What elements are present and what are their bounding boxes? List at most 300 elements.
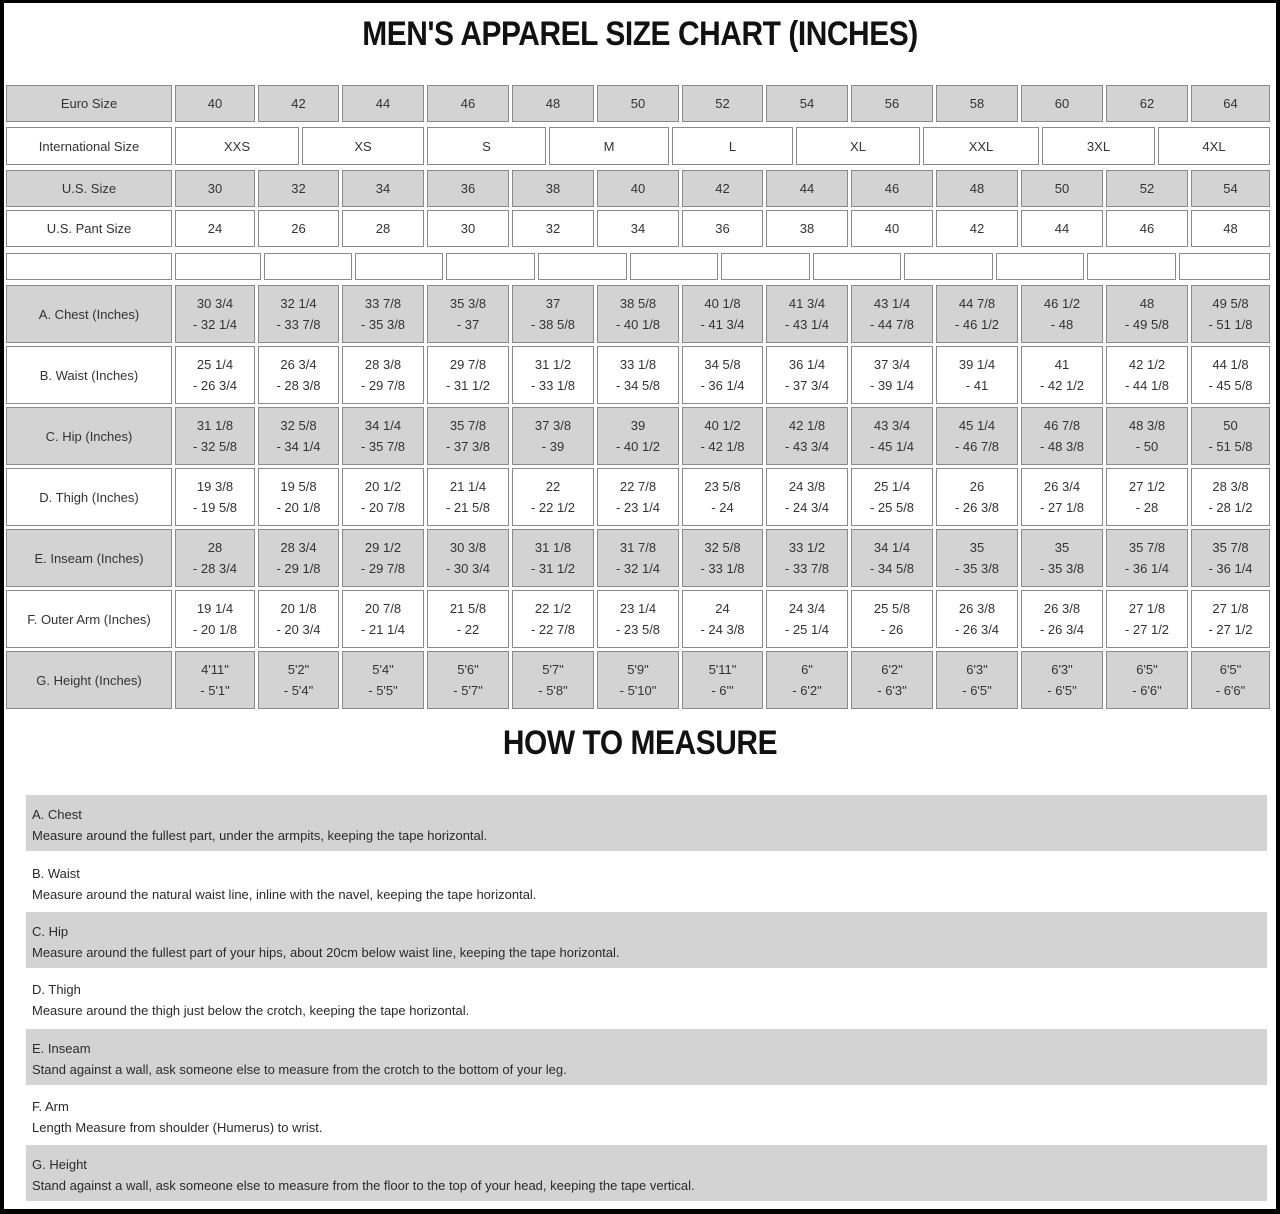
euro-cell-text: 58 — [969, 96, 985, 111]
pant-cell-text: 30 — [460, 221, 476, 236]
measurement-cell-text: 48 - 49 5/8 — [1124, 296, 1170, 332]
measurement-cell — [1106, 407, 1188, 465]
measurement-cell — [682, 468, 763, 526]
intl-cell-text: XXS — [223, 138, 250, 154]
measurement-cell-text: 42 1/2 - 44 1/8 — [1124, 357, 1170, 393]
intl-cell-text: XS — [354, 138, 372, 154]
measurement-cell — [936, 407, 1018, 465]
measurement-row-label — [6, 285, 172, 343]
measurement-cell — [1021, 590, 1103, 648]
measurement-cell — [1106, 529, 1188, 587]
us-label — [6, 170, 172, 207]
blank-cell — [904, 253, 993, 280]
measurement-row-label — [6, 590, 172, 648]
measurement-cell — [1106, 468, 1188, 526]
measurement-cell-text: 6" - 6'2" — [792, 662, 822, 698]
measurement-cell — [258, 407, 339, 465]
measure-item-name: D. Thigh — [32, 982, 81, 997]
measurement-row-label-text: E. Inseam (Inches) — [34, 550, 144, 566]
measurement-cell-text: 33 1/2 - 33 7/8 — [784, 540, 830, 576]
euro-cell-text: 64 — [1223, 96, 1238, 111]
measurement-cell-text: 43 3/4 - 45 1/4 — [869, 418, 915, 454]
measurement-cell-text: 5'11" - 6'" — [708, 662, 737, 698]
measurement-cell-text: 22 - 22 1/2 — [530, 479, 576, 515]
euro-cell — [1191, 85, 1270, 122]
measurement-cell — [597, 407, 679, 465]
measure-item-name: C. Hip — [32, 924, 69, 939]
euro-cell — [512, 85, 594, 122]
euro-cell-text: 50 — [630, 96, 646, 111]
euro-cell — [1021, 85, 1103, 122]
measurement-cell-text: 42 1/8 - 43 3/4 — [784, 418, 830, 454]
measurement-cell — [682, 285, 763, 343]
us-cell — [597, 170, 679, 207]
measurement-row-label — [6, 651, 172, 709]
us-cell-text: 32 — [291, 181, 306, 196]
measurement-cell-text: 35 7/8 - 36 1/4 — [1208, 540, 1253, 576]
blank-label — [6, 253, 172, 280]
measurement-row-label — [6, 529, 172, 587]
measurement-cell — [512, 346, 594, 404]
measurement-cell — [175, 651, 255, 709]
intl-cell — [175, 127, 299, 165]
measurement-cell — [936, 285, 1018, 343]
measure-item — [26, 1145, 1267, 1201]
measurement-cell — [175, 346, 255, 404]
measurement-cell-text: 25 1/4 - 26 3/4 — [192, 357, 238, 393]
pant-label — [6, 210, 172, 247]
intl-cell — [923, 127, 1039, 165]
measurement-cell-text: 46 7/8 - 48 3/8 — [1039, 418, 1085, 454]
measurement-row-label — [6, 346, 172, 404]
pant-cell-text: 24 — [207, 221, 223, 236]
measurement-cell — [258, 590, 339, 648]
measurement-cell-text: 22 7/8 - 23 1/4 — [615, 479, 661, 515]
measurement-row-label-text: A. Chest (Inches) — [38, 306, 140, 322]
euro-cell-text: 60 — [1054, 96, 1070, 111]
measurement-cell-text: 49 5/8 - 51 1/8 — [1208, 296, 1253, 332]
measure-item-name: B. Waist — [32, 866, 80, 881]
measurement-cell-text: 31 1/2 - 33 1/8 — [530, 357, 576, 393]
intl-cell — [427, 127, 546, 165]
measurement-cell-text: 25 5/8 - 26 — [873, 601, 911, 637]
measurement-cell — [936, 529, 1018, 587]
measurement-cell — [258, 346, 339, 404]
measurement-cell — [342, 468, 424, 526]
euro-cell-text: 48 — [545, 96, 561, 111]
measurement-cell — [597, 468, 679, 526]
measurement-cell — [175, 407, 255, 465]
measurement-cell — [175, 529, 255, 587]
measure-item-name: F. Arm — [32, 1099, 69, 1114]
intl-cell-text: M — [603, 138, 615, 154]
measurement-cell-text: 5'6" - 5'7" — [453, 662, 483, 698]
euro-cell-text: 42 — [291, 96, 306, 111]
measurement-cell-text: 28 3/4 - 29 1/8 — [276, 540, 321, 576]
us-cell — [1191, 170, 1270, 207]
measurement-cell — [1106, 651, 1188, 709]
measurement-cell — [342, 651, 424, 709]
blank-cell — [813, 253, 901, 280]
measurement-cell-text: 32 5/8 - 33 1/8 — [700, 540, 745, 576]
measurement-cell — [1021, 468, 1103, 526]
us-cell — [1106, 170, 1188, 207]
us-cell — [342, 170, 424, 207]
measurement-cell — [682, 651, 763, 709]
measure-item — [26, 1029, 1267, 1085]
measurement-cell-text: 37 3/4 - 39 1/4 — [869, 357, 915, 393]
euro-cell-text: 62 — [1139, 96, 1155, 111]
euro-cell-text: 54 — [799, 96, 815, 111]
measurement-cell-text: 4'11" - 5'1" — [200, 662, 230, 698]
us-cell — [1021, 170, 1103, 207]
blank-cell — [355, 253, 443, 280]
measurement-cell — [258, 468, 339, 526]
pant-cell-text: 46 — [1139, 221, 1155, 236]
measurement-cell — [427, 346, 509, 404]
blank-cell — [175, 253, 261, 280]
pant-cell — [342, 210, 424, 247]
measurement-cell-text: 29 7/8 - 31 1/2 — [445, 357, 491, 393]
pant-cell-text: 32 — [545, 221, 561, 236]
euro-cell — [427, 85, 509, 122]
measurement-cell-text: 5'7" - 5'8" — [538, 662, 568, 698]
measurement-cell — [597, 651, 679, 709]
euro-cell — [597, 85, 679, 122]
measurement-cell-text: 21 1/4 - 21 5/8 — [445, 479, 491, 515]
measurement-cell-text: 34 5/8 - 36 1/4 — [700, 357, 745, 393]
intl-cell-text: 4XL — [1202, 138, 1226, 154]
blank-cell — [721, 253, 810, 280]
measurement-cell — [1191, 285, 1270, 343]
measurement-cell-text: 44 7/8 - 46 1/2 — [954, 296, 1000, 332]
blank-cell — [630, 253, 718, 280]
measurement-cell — [1021, 529, 1103, 587]
measurement-cell — [342, 346, 424, 404]
measurement-cell-text: 28 3/8 - 29 7/8 — [360, 357, 406, 393]
intl-cell-text: XXL — [968, 138, 994, 154]
measurement-cell — [597, 346, 679, 404]
measurement-cell — [682, 346, 763, 404]
euro-cell — [936, 85, 1018, 122]
measurement-cell-text: 23 5/8 - 24 — [704, 479, 741, 515]
intl-cell-text: 3XL — [1086, 138, 1111, 154]
measurement-cell-text: 44 1/8 - 45 5/8 — [1208, 357, 1253, 393]
measurement-cell-text: 27 1/8 - 27 1/2 — [1208, 601, 1253, 637]
blank-cell — [996, 253, 1084, 280]
measurement-cell — [851, 468, 933, 526]
measurement-cell-text: 26 3/8 - 26 3/4 — [954, 601, 1000, 637]
measurement-cell-text: 24 - 24 3/8 — [700, 601, 745, 637]
intl-cell — [1158, 127, 1270, 165]
measurement-row-label — [6, 407, 172, 465]
measurement-cell — [936, 651, 1018, 709]
us-cell-text: 34 — [375, 181, 391, 196]
pant-cell — [258, 210, 339, 247]
measurement-cell-text: 33 7/8 - 35 3/8 — [360, 296, 406, 332]
measure-item-description: Stand against a wall, ask someone else to measure from the crotch to the bottom of your leg. — [32, 1062, 567, 1077]
measure-item-description: Measure around the fullest part of your hips, about 20cm below waist line, keeping the tape horizontal. — [32, 945, 620, 960]
measurement-cell — [1191, 346, 1270, 404]
intl-cell-text: L — [728, 138, 737, 154]
measurement-cell-text: 31 7/8 - 32 1/4 — [615, 540, 661, 576]
measurement-cell — [427, 590, 509, 648]
measurement-cell — [512, 285, 594, 343]
measurement-cell — [1191, 529, 1270, 587]
pant-cell — [512, 210, 594, 247]
us-cell-text: 36 — [460, 181, 476, 196]
pant-cell — [766, 210, 848, 247]
us-cell-text: 44 — [799, 181, 815, 196]
measurement-cell-text: 43 1/4 - 44 7/8 — [869, 296, 915, 332]
measurement-cell-text: 27 1/2 - 28 — [1128, 479, 1166, 515]
measurement-cell — [512, 468, 594, 526]
measurement-cell — [427, 468, 509, 526]
pant-cell — [1021, 210, 1103, 247]
intl-label — [6, 127, 172, 165]
intl-cell — [302, 127, 424, 165]
measurement-cell — [427, 285, 509, 343]
measurement-cell — [766, 285, 848, 343]
measurement-cell — [1021, 651, 1103, 709]
measurement-cell-text: 20 7/8 - 21 1/4 — [360, 601, 406, 637]
measurement-cell-text: 30 3/8 - 30 3/4 — [445, 540, 491, 576]
measurement-cell-text: 5'4" - 5'5" — [368, 662, 398, 698]
measurement-cell-text: 41 - 42 1/2 — [1039, 357, 1085, 393]
measurement-cell-text: 5'9" - 5'10" — [619, 662, 657, 698]
euro-label-text: Euro Size — [60, 96, 118, 111]
measure-item-description: Measure around the thigh just below the crotch, keeping the tape horizontal. — [32, 1003, 470, 1018]
measurement-cell — [1021, 285, 1103, 343]
measurement-cell-text: 45 1/4 - 46 7/8 — [954, 418, 1000, 454]
measurement-cell-text: 50 - 51 5/8 — [1208, 418, 1253, 454]
intl-cell — [672, 127, 793, 165]
euro-cell — [1106, 85, 1188, 122]
measure-item-name: G. Height — [32, 1157, 87, 1172]
measurement-cell-text: 33 1/8 - 34 5/8 — [615, 357, 661, 393]
euro-cell — [342, 85, 424, 122]
measurement-cell — [597, 285, 679, 343]
measurement-cell — [512, 529, 594, 587]
us-cell — [427, 170, 509, 207]
measure-item-description: Measure around the natural waist line, inline with the navel, keeping the tape horizontal. — [32, 887, 537, 902]
measurement-cell — [175, 590, 255, 648]
blank-cell — [1179, 253, 1270, 280]
us-cell — [175, 170, 255, 207]
measurement-cell-text: 19 1/4 - 20 1/8 — [192, 601, 238, 637]
us-cell — [766, 170, 848, 207]
page-title: MEN'S APPAREL SIZE CHART (INCHES) — [362, 15, 918, 53]
pant-cell — [851, 210, 933, 247]
measurement-cell — [512, 651, 594, 709]
us-cell — [851, 170, 933, 207]
pant-cell-text: 34 — [630, 221, 646, 236]
size-chart-page — [4, 3, 1276, 1209]
measurement-cell-text: 24 3/4 - 25 1/4 — [784, 601, 830, 637]
measurement-cell-text: 32 5/8 - 34 1/4 — [276, 418, 321, 454]
measurement-cell — [1106, 346, 1188, 404]
measure-item — [26, 1087, 1267, 1143]
measurement-cell — [427, 529, 509, 587]
measurement-cell-text: 6'2" - 6'3" — [877, 662, 907, 698]
how-to-measure-title: HOW TO MEASURE — [502, 724, 778, 762]
measurement-cell-text: 28 3/8 - 28 1/2 — [1208, 479, 1253, 515]
euro-cell-text: 46 — [460, 96, 476, 111]
measurement-cell-text: 27 1/8 - 27 1/2 — [1124, 601, 1170, 637]
measurement-cell-text: 26 3/4 - 28 3/8 — [276, 357, 321, 393]
measurement-cell — [766, 407, 848, 465]
measurement-cell — [427, 651, 509, 709]
measurement-cell — [512, 407, 594, 465]
us-cell-text: 50 — [1054, 181, 1070, 196]
measurement-cell-text: 6'3" - 6'5" — [962, 662, 992, 698]
measurement-cell-text: 19 3/8 - 19 5/8 — [192, 479, 238, 515]
pant-cell-text: 44 — [1054, 221, 1070, 236]
measurement-cell-text: 35 3/8 - 37 — [449, 296, 487, 332]
measurement-cell — [512, 590, 594, 648]
us-cell-text: 42 — [715, 181, 730, 196]
us-cell — [258, 170, 339, 207]
measurement-cell-text: 6'5" - 6'6" — [1215, 662, 1246, 698]
measurement-row-label-text: D. Thigh (Inches) — [39, 489, 139, 505]
measurement-cell — [1021, 407, 1103, 465]
us-cell-text: 38 — [545, 181, 561, 196]
us-cell-text: 40 — [630, 181, 646, 196]
pant-cell-text: 42 — [969, 221, 985, 236]
measurement-cell — [851, 529, 933, 587]
pant-cell — [936, 210, 1018, 247]
measure-item-name: E. Inseam — [32, 1041, 91, 1056]
measurement-row-label-text: G. Height (Inches) — [36, 672, 142, 688]
measurement-cell — [851, 651, 933, 709]
measurement-cell — [1191, 468, 1270, 526]
pant-cell-text: 48 — [1223, 221, 1238, 236]
measurement-cell — [258, 285, 339, 343]
euro-cell — [258, 85, 339, 122]
measurement-cell-text: 30 3/4 - 32 1/4 — [192, 296, 238, 332]
measurement-cell-text: 35 7/8 - 37 3/8 — [445, 418, 491, 454]
measurement-cell — [175, 468, 255, 526]
blank-cell — [1087, 253, 1176, 280]
measure-item-description: Stand against a wall, ask someone else to measure from the floor to the top of your head, keeping the tape vertical. — [32, 1178, 695, 1193]
pant-label-text: U.S. Pant Size — [46, 221, 132, 236]
pant-cell — [175, 210, 255, 247]
measurement-row-label-text: C. Hip (Inches) — [45, 428, 133, 444]
measurement-cell-text: 35 - 35 3/8 — [954, 540, 1000, 576]
blank-cell — [264, 253, 352, 280]
us-cell-text: 30 — [207, 181, 223, 196]
measurement-cell-text: 31 1/8 - 31 1/2 — [530, 540, 576, 576]
measurement-cell — [1191, 651, 1270, 709]
measurement-cell — [766, 346, 848, 404]
measure-item-description: Length Measure from shoulder (Humerus) to wrist. — [32, 1120, 323, 1135]
measurement-cell-text: 35 7/8 - 36 1/4 — [1124, 540, 1170, 576]
euro-label — [6, 85, 172, 122]
measurement-cell — [1106, 590, 1188, 648]
us-cell-text: 52 — [1139, 181, 1155, 196]
pant-cell — [597, 210, 679, 247]
measurement-cell — [1191, 407, 1270, 465]
us-cell-text: 54 — [1223, 181, 1238, 196]
euro-cell — [851, 85, 933, 122]
measurement-cell — [342, 285, 424, 343]
measurement-cell — [342, 529, 424, 587]
measurement-cell-text: 20 1/2 - 20 7/8 — [360, 479, 406, 515]
intl-cell — [1042, 127, 1155, 165]
measurement-cell-text: 36 1/4 - 37 3/4 — [784, 357, 830, 393]
us-label-text: U.S. Size — [61, 181, 117, 196]
euro-cell — [175, 85, 255, 122]
measurement-cell-text: 25 1/4 - 25 5/8 — [869, 479, 915, 515]
measurement-cell — [342, 590, 424, 648]
measurement-cell-text: 26 - 26 3/8 — [954, 479, 1000, 515]
measurement-cell-text: 31 1/8 - 32 5/8 — [192, 418, 238, 454]
measurement-cell-text: 39 - 40 1/2 — [615, 418, 661, 454]
measurement-cell-text: 22 1/2 - 22 7/8 — [530, 601, 576, 637]
measurement-row-label — [6, 468, 172, 526]
measurement-cell — [936, 468, 1018, 526]
measurement-cell-text: 23 1/4 - 23 5/8 — [615, 601, 661, 637]
measurement-cell-text: 28 - 28 3/4 — [192, 540, 238, 576]
measurement-cell — [258, 529, 339, 587]
measure-item — [26, 854, 1267, 910]
measure-item — [26, 970, 1267, 1026]
pant-cell-text: 40 — [884, 221, 900, 236]
us-cell — [936, 170, 1018, 207]
measurement-cell-text: 37 3/8 - 39 — [534, 418, 572, 454]
measurement-cell — [682, 529, 763, 587]
intl-label-text: International Size — [38, 138, 140, 154]
euro-cell-text: 40 — [207, 96, 223, 111]
measure-item — [26, 912, 1267, 968]
measurement-cell — [597, 590, 679, 648]
measurement-cell — [851, 285, 933, 343]
measurement-cell — [851, 590, 933, 648]
measurement-cell-text: 26 3/8 - 26 3/4 — [1039, 601, 1085, 637]
measurement-cell-text: 32 1/4 - 33 7/8 — [276, 296, 321, 332]
measurement-cell — [851, 346, 933, 404]
intl-cell — [549, 127, 669, 165]
measurement-cell — [851, 407, 933, 465]
measurement-cell-text: 24 3/8 - 24 3/4 — [784, 479, 830, 515]
intl-cell — [796, 127, 920, 165]
measurement-cell-text: 37 - 38 5/8 — [530, 296, 576, 332]
measurement-cell — [766, 590, 848, 648]
measurement-cell-text: 40 1/8 - 41 3/4 — [700, 296, 745, 332]
measurement-cell-text: 40 1/2 - 42 1/8 — [700, 418, 745, 454]
pant-cell-text: 38 — [799, 221, 815, 236]
measurement-cell-text: 29 1/2 - 29 7/8 — [360, 540, 406, 576]
measurement-cell-text: 6'3" - 6'5" — [1047, 662, 1077, 698]
measurement-cell — [766, 651, 848, 709]
measurement-cell-text: 21 5/8 - 22 — [449, 601, 487, 637]
pant-cell — [1106, 210, 1188, 247]
measure-item-name: A. Chest — [32, 807, 82, 822]
pant-cell-text: 28 — [375, 221, 391, 236]
pant-cell — [427, 210, 509, 247]
measurement-cell-text: 41 3/4 - 43 1/4 — [784, 296, 830, 332]
us-cell — [512, 170, 594, 207]
blank-cell — [446, 253, 535, 280]
measurement-cell — [1021, 346, 1103, 404]
measurement-cell-text: 34 1/4 - 34 5/8 — [869, 540, 915, 576]
measurement-cell — [1106, 285, 1188, 343]
measurement-cell — [936, 346, 1018, 404]
measurement-cell-text: 39 1/4 - 41 — [958, 357, 996, 393]
measurement-cell — [766, 468, 848, 526]
measurement-cell — [682, 407, 763, 465]
measurement-cell — [936, 590, 1018, 648]
